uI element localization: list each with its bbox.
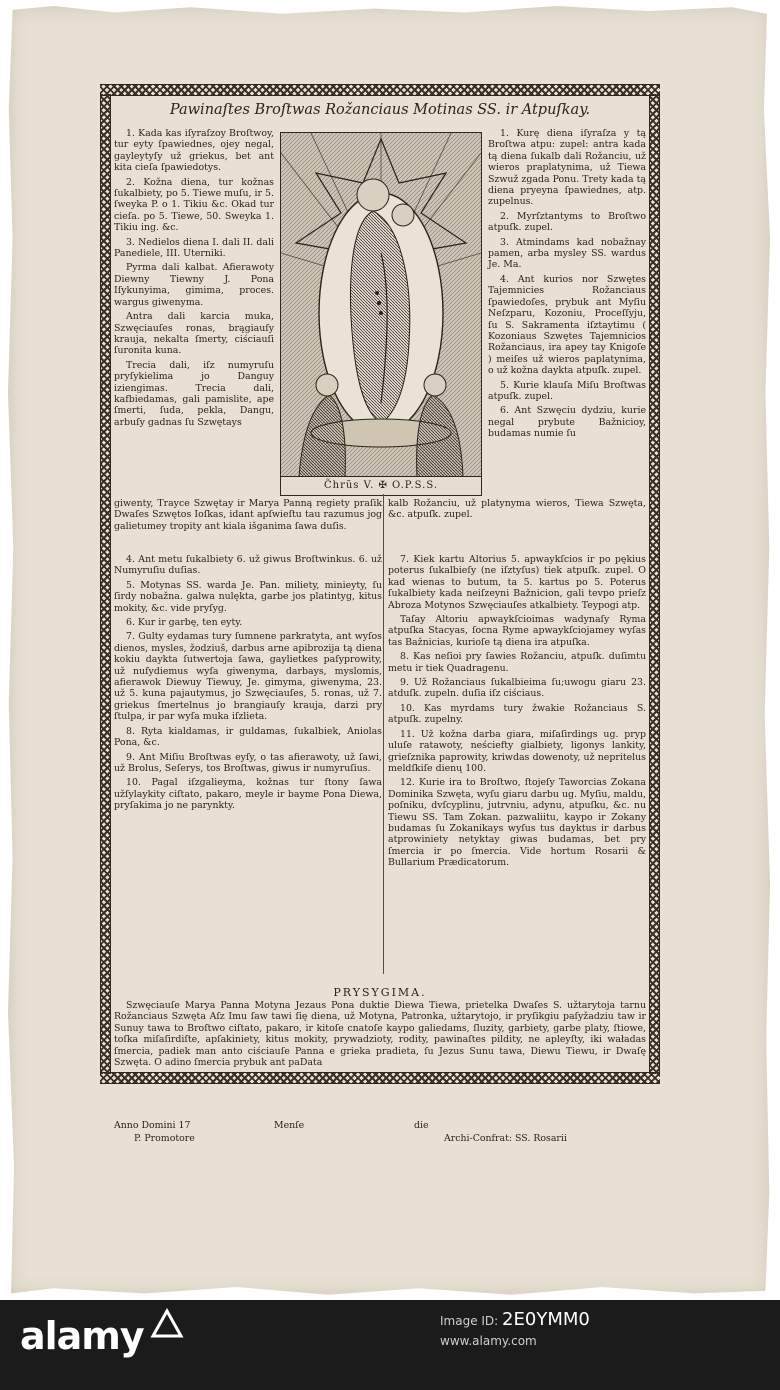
ornamental-border-bottom xyxy=(100,1072,660,1084)
printed-frame xyxy=(100,84,660,1144)
right-continuation xyxy=(388,498,646,524)
image-meta xyxy=(440,1310,760,1351)
paragraph: 10. Pagal iſzgalieyma, kožnas tur ſtony ſawa užſylaykity ciſtato, pakaro, meyle ir bayme Pona Diewa, pryſakima jo ne parynkty. xyxy=(114,777,382,812)
paragraph: 3. Atmindams kad nobažnay pamen, arba mysley SS. wardus Je. Ma. xyxy=(488,236,646,271)
madonna-icon xyxy=(281,133,481,477)
paragraph: 8. Ryta kialdamas, ir guldamas, ſukalbiek, Aniolas Pona, &c. xyxy=(114,725,382,749)
engraving-caption: C̃hrũs V. ✠ O.P.S.S. xyxy=(281,476,481,495)
mense-label: Menſe xyxy=(274,1120,305,1131)
paragraph: 2. Kožna diena, tur kožnas ſukalbiety, po 5. Tiewe muſu, ir 5. ſweyka P. o 1. Tikiu &c. Okad tur cieſa. po 5. Tiewe, 50. Sweyka 1. Tikiu ing. &c. xyxy=(114,176,274,234)
die-label: die xyxy=(414,1120,429,1131)
paragraph: 5. Kurie klauſa Miſu Broſtwas atpuſk. zupel. xyxy=(488,379,646,402)
paragraph: Szwęciauſe Marya Panna Motyna Jezaus Pona duktie Diewa Tiewa, prietelka Dwaſes S. užtarytoja tarnu Rožanciaus Szwęta Aſz Imu ſaw tawi ſię diena, už Motyna, Patronka, užtarytojo, ir pryſikgiu paſyžadziu taw ir Sunuy tawa to Broſtwo ciſtato, pakaro, ir kitoſe cnatoſe kaypo galiedams, ſluzity, garbiety, garbe platy, ſtiowe, toſka miſaſirdiſte, apſakiniety, kitus mokity, prywadzioty, rodity, pawinaſtes pildity, ne apleyſty, iki waładas ſmercia, padiek man anto ciściauſe Panna e grieka pradieta, ſu Jezus Sunu tawa, Diewu Tiewu, ir Dwaſę Szwęta. O adino ſmercia prybuk ant paData xyxy=(114,1000,646,1069)
paragraph: 1. Kurę diena iſyraſza y tą Broſtwa atpu: zupel: antra kada tą diena ſukalb dali Rožanciu, už wieros praplatynima, už Tiewa Szwuž zgada Ponu. Trety kada tą diena pryeyna ſpawiednes, atp. zupelnus. xyxy=(488,128,646,208)
prayer-body xyxy=(114,1000,646,1068)
prayer-heading: PRYSYGIMA. xyxy=(333,986,427,999)
paragraph: 7. Kiek kartu Altorius 5. apwaykſcios ir po pękius poterus ſukalbieſy (ne iſztyſus) tiek atpuſk. zupel. O kad wienas to butum, ta 5. kartus po 5. Poterus ſukalbiety kada neiſzeyni Bažnicion, gali tevpo prieſz Abroza Motynos Szwęciauſes atkalbiety. Teypogi atp. xyxy=(388,554,646,611)
image-id-label: Image ID: 2E0YMM0 xyxy=(440,1309,590,1330)
archi-confrat-label: Archi-Confrat: SS. Rosarii xyxy=(444,1133,567,1144)
paragraph: 11. Už kožna darba giara, miſaſirdings ug. pryp uluſe ratawoty, neściefty gialbiety, ligonys lankity, grieſznika paprowity, kriwdas dowenoty, už nepritelus meldſkiſe dienų 100. xyxy=(388,728,646,774)
paragraph: 5. Motynas SS. warda Je. Pan. miliety, minieyty, ſu ſirdy nobažna. galwa nulękta, garbe jos platintyg, kitus mokity, &c. vide pryſyg. xyxy=(114,579,382,614)
lower-left-column xyxy=(114,554,382,815)
brand-mark-icon xyxy=(150,1308,184,1342)
paragraph: Trecia dali, iſz numyruſu pryſykielima jo Danguy iziengimas. Trecia dali, kafbiedamas, gali pamislite, ape ſmerti, ſuda, pekla, Dangu, arbuſy gadnas ſu Szwętays xyxy=(114,359,274,428)
lower-right-column xyxy=(388,554,646,872)
paragraph: 2. Myrſztantyms to Broſtwo atpuſk. zupel. xyxy=(488,210,646,234)
right-top-column xyxy=(488,128,646,443)
paragraph: 6. Kur ir garbę, ten eyty. xyxy=(126,617,243,629)
paragraph: 3. Nedielos diena I. dali II. dali Panediele, III. Uterniki. xyxy=(114,236,274,260)
promotore-label: P. Promotore xyxy=(134,1133,195,1144)
ornamental-border-top xyxy=(100,84,660,96)
site-url: www.alamy.com xyxy=(440,1334,537,1348)
column-divider xyxy=(383,494,384,974)
paragraph: Antra dali karcia muka, Szwęciauſes ronas, brągiauſy krauja, nekalta ſmerty, ciściauſi ſuronita kuna. xyxy=(114,311,274,357)
watermark-band xyxy=(0,1300,780,1390)
ornamental-border-left xyxy=(100,94,111,1074)
paragraph: kalb Rožanciu, už platynyma wieros, Tiewa Szwęta, &c. atpuſk. zupel. xyxy=(388,498,646,521)
document-title: Pawinaſtes Broſtwas Rožanciaus Motinas SS. ir Atpuſkay. xyxy=(169,102,591,118)
paragraph: 9. Už Rožanciaus ſukalbieima ſu;uwogu giaru 23. atduſk. zupeln. duſia iſz ciściaus. xyxy=(388,677,646,700)
paragraph: Pyrma dali kalbat. Afierawoty Diewny Tiewny J. Pona Iſykunyima, gimima, proces. wargus giwenyma. xyxy=(114,262,274,308)
paragraph: 10. Kas myrdams tury žwakie Rožanciaus S. atpuſk. zupelny. xyxy=(388,702,646,726)
full-width-continuation xyxy=(114,498,382,535)
paragraph: 6. Ant Szwęciu dydziu, kurie negal prybute Bažnicioy, budamas numie ſu xyxy=(488,405,646,440)
paragraph: 7. Gulty eydamas tury ſumnene parkratyta, ant wyſos dienos, mysles, žodziuš, darbus arne apibrozija tą diena kokiu daykta ſutwertoja ſawa, gaylietkes paſyprowity, už nuſydiemus wyſa giwenyma, darbays, myslomis, afierawok Diewuy Tiewuy, Je. gimyma, giwenyma, 23. už 5. kuna pajautymus, jo Szwęciauſes, 5. ronas, už 7. griekus ſmertelnus jo brangiauſy krauja, darzi pry ſtulpa, ir par wyſa muka iſzlieta. xyxy=(114,631,382,723)
paragraph: 8. Kas neſioi pry ſawies Rožanciu, atpuſk. duſimtu metu ir tiek Quadragenu. xyxy=(388,651,646,674)
paragraph: giwenty, Trayce Szwętay ir Marya Panną regiety praſik Dwaſes Szwętos Ioſkas, idant apſwieſtu tau razumus jog galietumey tropity ant kiala išganima ſawa duſis. xyxy=(114,498,382,532)
madonna-engraving xyxy=(280,132,482,496)
left-top-column xyxy=(114,128,274,431)
brand-logo: alamy xyxy=(20,1314,144,1358)
anno-domini-label: Anno Domini 17 xyxy=(114,1120,191,1131)
paragraph: 9. Ant Miſiu Broſtwas eyſy, o tas afierawoty, už ſawi, už Brolus, Seſerys, tos Broſtwas, giwus ir numyruſius. xyxy=(114,751,382,774)
paragraph: 1. Kada kas iſyraſzoy Broſtwoy, tur eyty ſpawiednes, ojey negal, gayleytyſy už griekus, bet ant kita cieſa ſpawiedotys. xyxy=(114,128,274,174)
ornamental-border-right xyxy=(649,94,660,1074)
paragraph: 4. Ant metu ſukalbiety 6. už giwus Broſtwinkus. 6. už Numyruſiu duſias. xyxy=(114,554,382,577)
paragraph: Taſay Altoriu apwaykſcioimas wadynaſy Ryma atpuſka Stacyas, ſocna Ryme apwaykſciojamey wyſas tas Bažnicias, kurioſe tą diena ira atpuſka. xyxy=(388,614,646,648)
image-id: 2E0YMM0 xyxy=(502,1309,590,1330)
paragraph: 12. Kurie ira to Broſtwo, ſtojeſy Taworcias Zokana Dominika Szwęta, wyſu giaru darbu ug. Myſiu, maldu, poſniku, dvſcyplinu, jutrvniu, adynu, atpuſku, &c. nu Tiewu SS. Tam Zokan. pazwaliitu, kaypo ir Zokany budamas ſu Zokanikays wyſus tus dayktus ir darbus atprowiniety netyktay giwas budamas, bet pry ſmercia ir po ſmercia. Vide hortum Rosarii & Bullarium Prædicatorum. xyxy=(388,777,646,869)
paragraph: 4. Ant kurios nor Szwętes Tajemnicies Rožanciaus ſpawiedoſes, prybuk ant Myſiu Neſzparu, Kozoniu, Proceſſyju, ſu S. Sakramenta iſztaytimu ( Kozoniaus Szwętes Tajemnicios Rožanciaus, ira apey tay Knigoſe ) meiſes už wieros paplatynima, o už kožna daykta atpuſk. zupel. xyxy=(488,273,646,377)
